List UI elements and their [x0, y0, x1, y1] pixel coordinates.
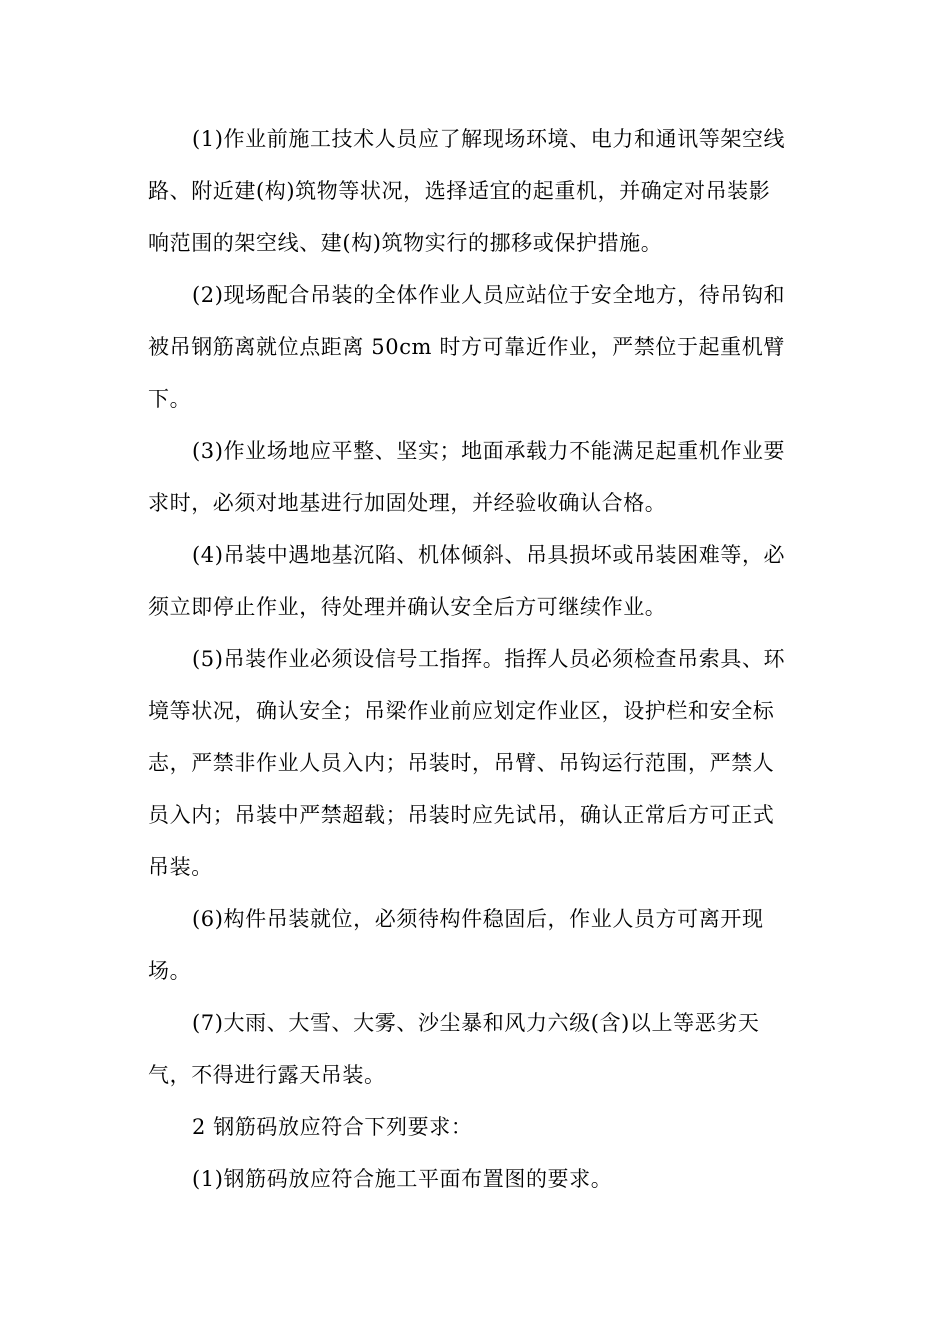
paragraph-4-line-2: 须立即停止作业，待处理并确认安全后方可继续作业。	[148, 595, 667, 619]
paragraph-6-line-1: (6)构件吊装就位，必须待构件稳固后，作业人员方可离开现	[192, 907, 764, 931]
paragraph-1-line-3: 响范围的架空线、建(构)筑物实行的挪移或保护措施。	[148, 231, 663, 255]
paragraph-4-line-1: (4)吊装中遇地基沉陷、机体倾斜、吊具损坏或吊装困难等，必	[192, 543, 786, 567]
paragraph-7-line-2: 气，不得进行露天吊装。	[148, 1063, 386, 1087]
paragraph-3-line-1: (3)作业场地应平整、坚实；地面承载力不能满足起重机作业要	[192, 439, 786, 463]
paragraph-3-line-2: 求时，必须对地基进行加固处理，并经验收确认合格。	[148, 491, 667, 515]
paragraph-5-line-3: 志，严禁非作业人员入内；吊装时，吊臂、吊钩运行范围，严禁人	[148, 751, 775, 775]
paragraph-6-line-2: 场。	[148, 959, 192, 983]
section-2-item-1: (1)钢筋码放应符合施工平面布置图的要求。	[192, 1167, 613, 1191]
paragraph-5-line-2: 境等状况，确认安全；吊梁作业前应划定作业区，设护栏和安全标	[148, 699, 775, 723]
section-2-heading: 2 钢筋码放应符合下列要求：	[192, 1115, 473, 1139]
paragraph-5-line-1: (5)吊装作业必须设信号工指挥。指挥人员必须检查吊索具、环	[192, 647, 786, 671]
paragraph-5-line-5: 吊装。	[148, 855, 213, 879]
paragraph-5-line-4: 员入内；吊装中严禁超载；吊装时应先试吊，确认正常后方可正式	[148, 803, 775, 827]
paragraph-1-line-2: 路、附近建(构)筑物等状况，选择适宜的起重机，并确定对吊装影	[148, 179, 771, 203]
paragraph-2-line-3: 下。	[148, 387, 192, 411]
paragraph-1-line-1: (1)作业前施工技术人员应了解现场环境、电力和通讯等架空线	[192, 127, 786, 151]
paragraph-2-line-2: 被吊钢筋离就位点距离 50cm 时方可靠近作业，严禁位于起重机臂	[148, 335, 785, 359]
paragraph-2-line-1: (2)现场配合吊装的全体作业人员应站位于安全地方，待吊钩和	[192, 283, 786, 307]
paragraph-7-line-1: (7)大雨、大雪、大雾、沙尘暴和风力六级(含)以上等恶劣天	[192, 1011, 760, 1035]
